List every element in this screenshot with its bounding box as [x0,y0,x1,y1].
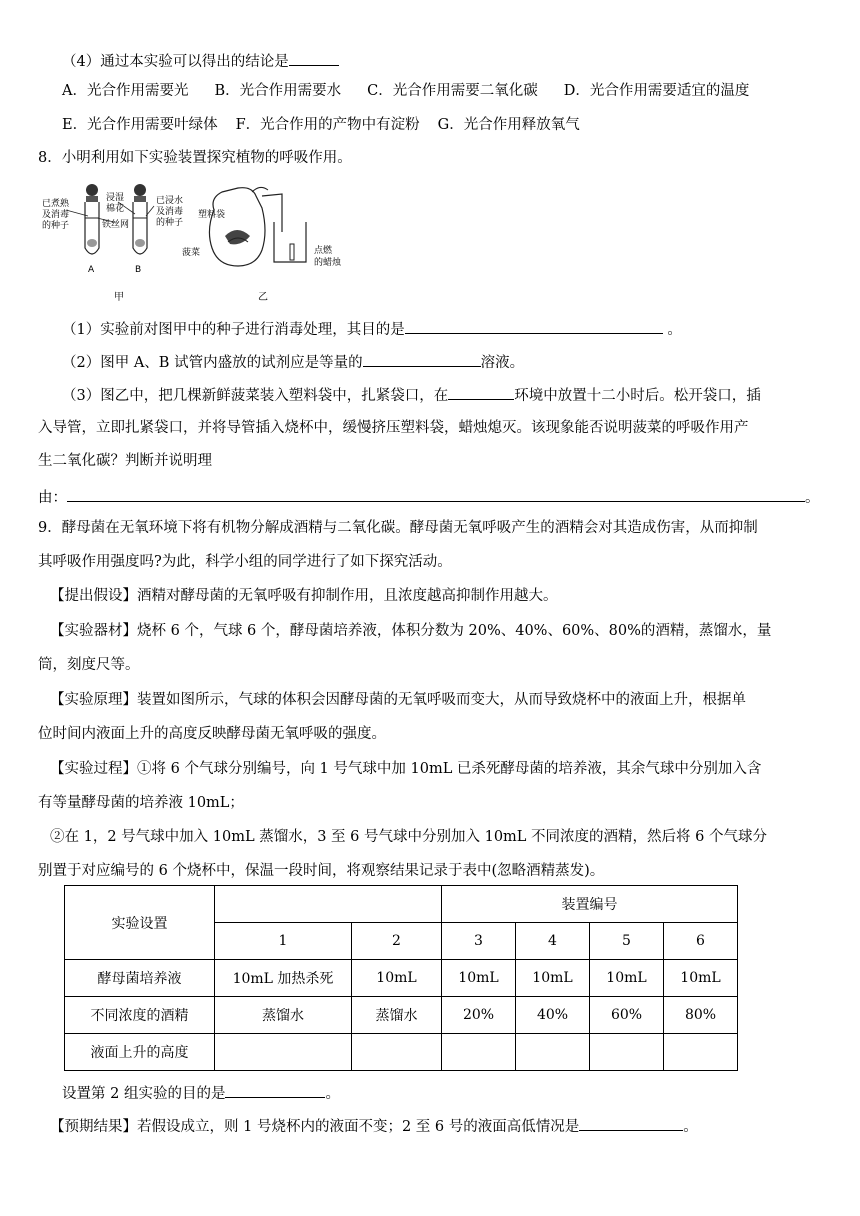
q9-purpose-end: 。 [325,1086,340,1102]
device-number: 2 [352,923,442,960]
label-soaked-seeds-1: 已浸水 [156,196,184,206]
q8-part1 [62,318,682,340]
q9-materials-line2: 筒，刻度尺等。 [38,657,140,673]
table-cell: 10mL 加热杀死 [215,960,352,997]
q9-hypothesis: 【提出假设】酒精对酵母菌的无氧呼吸有抑制作用，且浓度越高抑制作用越大。 [50,588,558,604]
device-number-header: 装置编号 [442,886,738,923]
label-soaked-seeds-2: 及消毒 [156,207,184,217]
q7-part4-text: （4）通过本实验可以得出的结论是 [62,54,289,70]
table-cell: 10mL [352,960,442,997]
answer-blank[interactable] [579,1115,683,1131]
q8-part3-line3: 生二氧化碳？判断并说明理 [38,453,212,469]
q9-purpose [62,1082,340,1104]
figure-caption-jia: 甲 [114,292,124,303]
label-wet-cotton-1: 浸湿 [106,193,125,203]
table-header-row [65,886,738,923]
plastic-bag-with-spinach [209,187,268,266]
option-b: B．光合作用需要水 [214,83,342,99]
experiment-table [64,885,738,1071]
q9-expected [50,1115,698,1137]
tube-b-label: B [135,265,142,275]
device-number: 4 [516,923,590,960]
q8-part1-text: （1）实验前对图甲中的种子进行消毒处理，其目的是 [62,322,405,338]
q9-intro-line2: 其呼吸作用强度吗?为此，科学小组的同学进行了如下探究活动。 [38,554,452,570]
q8-title: 8．小明利用如下实验装置探究植物的呼吸作用。 [38,150,352,166]
q8-part3-reason-label: 由： [38,490,67,506]
device-number: 6 [664,923,738,960]
q9-expected-text: 【预期结果】若假设成立，则 1 号烧杯内的液面不变；2 至 6 号的液面高低情况是 [50,1119,580,1135]
table-row [65,1034,738,1071]
q8-part2-end: 溶液。 [480,355,525,371]
q8-part3-line1 [62,384,761,406]
q9-process-line1: 【实验过程】①将 6 个气球分别编号，向 1 号气球中加 10mL 已杀死酵母菌的培养液，其余气球中分别加入含 [50,761,762,777]
q8-part3-line2: 入导管，立即扎紧袋口，并将导管插入烧杯中，缓慢挤压塑料袋，蜡烛熄灭。该现象能否说明菠菜的呼吸作用产 [38,420,749,436]
label-wet-cotton-2: 棉花 [106,204,125,214]
table-cell: 40% [516,997,590,1034]
row-label: 液面上升的高度 [65,1034,215,1071]
q8-part2-text: （2）图甲 A、B 试管内盛放的试剂应是等量的 [62,355,363,371]
answer-cell[interactable] [590,1034,664,1071]
q9-intro-line1: 9．酵母菌在无氧环境下将有机物分解成酒精与二氧化碳。酵母菌无氧呼吸产生的酒精会对其造成伤害，从而抑制 [38,520,758,536]
q9-process-line3: ②在 1，2 号气球中加入 10mL 蒸馏水，3 至 6 号气球中分别加入 10mL 不同浓度的酒精，然后将 6 个气球分 [50,829,767,845]
table-cell: 80% [664,997,738,1034]
option-c: C．光合作用需要二氧化碳 [367,83,538,99]
answer-cell[interactable] [664,1034,738,1071]
table-row [65,997,738,1034]
table-cell: 蒸馏水 [352,997,442,1034]
answer-blank[interactable] [225,1082,325,1098]
row-label: 酵母菌培养液 [65,960,215,997]
answer-blank[interactable] [448,384,514,400]
option-e: E．光合作用需要叶绿体 [62,117,218,133]
answer-cell[interactable] [215,1034,352,1071]
answer-blank[interactable] [67,486,805,502]
label-soaked-seeds-3: 的种子 [156,218,184,228]
option-f: F．光合作用的产物中有淀粉 [235,117,420,133]
q9-purpose-text: 设置第 2 组实验的目的是 [62,1086,226,1102]
figure-caption-yi: 乙 [258,292,268,303]
label-cooked-seeds-2: 及消毒 [42,210,70,220]
respiration-apparatus-figure [42,180,372,304]
q8-part3-end: 。 [805,490,820,506]
option-a: A．光合作用需要光 [62,83,189,99]
answer-blank[interactable] [363,351,481,367]
test-tube-a [85,184,99,254]
label-plastic-bag: 塑料袋 [198,210,226,220]
option-d: D．光合作用需要适宜的温度 [563,83,750,99]
table-cell: 蒸馏水 [215,997,352,1034]
q9-materials-line1: 【实验器材】烧杯 6 个，气球 6 个，酵母菌培养液，体积分数为 20%、40%、60%、80%的酒精，蒸馏水，量 [50,623,772,639]
label-candle-2: 的蜡烛 [314,258,342,268]
row-label: 不同浓度的酒精 [65,997,215,1034]
q9-principle-line1: 【实验原理】装置如图所示，气球的体积会因酵母菌的无氧呼吸而变大，从而导致烧杯中的液面上升，根据单 [50,692,746,708]
device-number: 5 [590,923,664,960]
table-cell: 10mL [590,960,664,997]
test-tube-b [133,184,147,254]
empty-header-cell [215,886,442,923]
q7-options-row1 [62,81,775,101]
beaker-with-candle [274,222,306,262]
q7-options-row2 [62,115,606,135]
q8-part1-end: 。 [667,322,682,338]
label-candle-1: 点燃 [314,246,333,256]
label-wire-mesh: 铁丝网 [102,220,130,230]
q8-part3-text: （3）图乙中，把几棵新鲜菠菜装入塑料袋中，扎紧袋口，在 [62,388,449,404]
q9-principle-line2: 位时间内液面上升的高度反映酵母菌无氧呼吸的强度。 [38,726,386,742]
table-cell: 10mL [516,960,590,997]
q9-process-line4: 别置于对应编号的 6 个烧杯中，保温一段时间，将观察结果记录于表中(忽略酒精蒸发)。 [38,863,605,879]
q7-part4 [62,50,339,72]
label-cooked-seeds-1: 已煮熟 [42,199,70,209]
label-cooked-seeds-3: 的种子 [42,221,70,231]
tube-a-label: A [88,265,95,275]
device-number: 3 [442,923,516,960]
option-g: G．光合作用释放氧气 [437,117,580,133]
answer-cell[interactable] [352,1034,442,1071]
q8-part3-text-cont: 环境中放置十二小时后。松开袋口，插 [514,388,761,404]
answer-cell[interactable] [516,1034,590,1071]
table-cell: 60% [590,997,664,1034]
table-cell: 10mL [664,960,738,997]
answer-blank[interactable] [405,318,663,334]
device-number: 1 [215,923,352,960]
table-cell: 20% [442,997,516,1034]
table-cell: 10mL [442,960,516,997]
answer-blank[interactable] [289,50,339,66]
q8-part2 [62,351,524,373]
q9-process-line2: 有等量酵母菌的培养液 10mL； [38,795,244,811]
table-row [65,960,738,997]
answer-cell[interactable] [442,1034,516,1071]
q9-expected-end: 。 [683,1119,698,1135]
label-spinach: 菠菜 [182,248,201,258]
setup-label-cell: 实验设置 [65,886,215,960]
q8-part3-line4 [38,486,820,508]
